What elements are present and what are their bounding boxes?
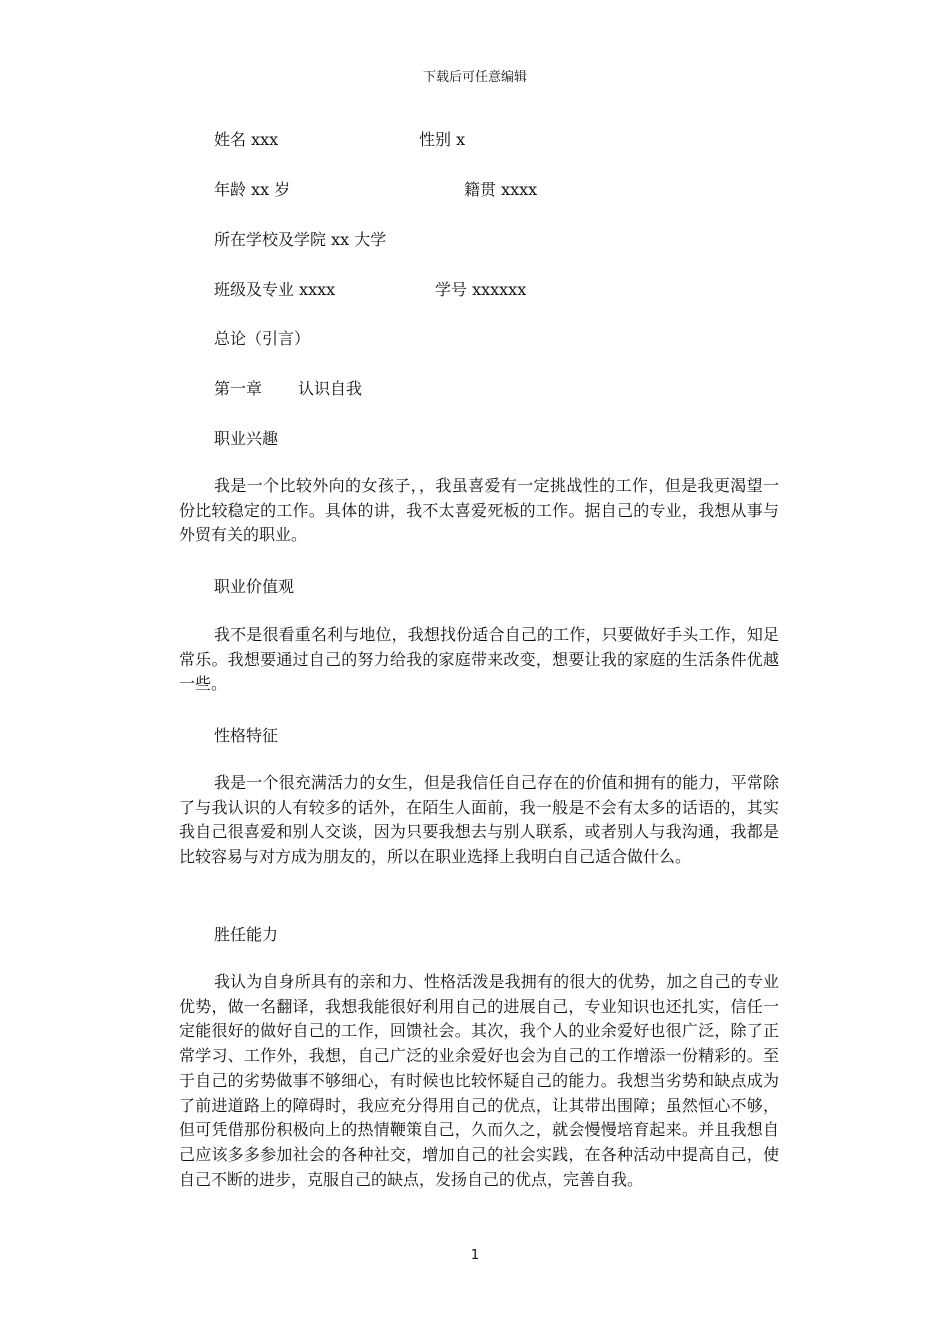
page-number: 1 [470,1248,480,1263]
section-body-personality: 我是一个很充满活力的女生，但是我信任自己存在的价值和拥有的能力，平常除了与我认识的人有较多的话外，在陌生人面前，我一般是不会有太多的话语的，其实我自己很喜爱和别人交谈，因为只要我想去与别人联系，或者别人与我沟通，我都是比较容易与对方成为朋友的，所以在职业选择上我明白自己适合做什么。 [179,773,779,867]
section-body-competence: 我认为自身所具有的亲和力、性格活泼是我拥有的很大的优势，加之自己的专业优势，做一名翻译，我想我能很好利用自己的进展自己，专业知识也还扎实，信任一定能很好的做好自己的工作，回馈社会。其次，我个人的业余爱好也很广泛，除了正常学习、工作外，我想，自己广泛的业余爱好也会为自己的工作增添一份精彩的。至于自己的劣势做事不够细心，有时候也比较怀疑自己的能力。我想当劣势和缺点成为了前进道路上的障碍时，我应充分得用自己的优点，让其带出围障；虽然恒心不够，但可凭借那份积极向上的热情鞭策自己，久而久之，就会慢慢培育起来。并且我想自己应该多多参加社会的各种社交，增加自己的社会实践，在各种活动中提高自己，使自己不断的进步，克服自己的缺点，发扬自己的优点，完善自我。 [179,972,779,1189]
student-id-field: 学号 xxxxxx [435,280,527,299]
section-heading-competence: 胜任能力 [214,925,279,944]
chapter-title: 认识自我 [298,379,363,398]
major-field: 班级及专业 xxxx [214,280,336,299]
age-field: 年龄 xx 岁 [214,180,291,199]
hometown-field: 籍贯 xxxx [464,180,538,199]
gender-field: 性别 x [419,130,466,149]
section-heading-values: 职业价值观 [214,577,295,596]
page-header: 下载后可任意编辑 [422,70,527,85]
section-body-values: 我不是很看重名利与地位，我想找份适合自己的工作，只要做好手头工作，知足常乐。我想要通过自己的努力给我的家庭带来改变，想要让我的家庭的生活条件优越一些。 [179,625,779,694]
chapter-number: 第一章 [214,379,263,398]
name-field: 姓名 xxx [214,130,279,149]
intro-heading: 总论（引言） [214,329,311,348]
school-field: 所在学校及学院 xx 大学 [214,230,387,249]
section-heading-personality: 性格特征 [214,726,279,745]
section-body-interest: 我是一个比较外向的女孩子，，我虽喜爱有一定挑战性的工作，但是我更渴望一份比较稳定的工作。具体的讲，我不太喜爱死板的工作。据自己的专业，我想从事与外贸有关的职业。 [179,476,779,545]
section-heading-interest: 职业兴趣 [214,429,279,448]
